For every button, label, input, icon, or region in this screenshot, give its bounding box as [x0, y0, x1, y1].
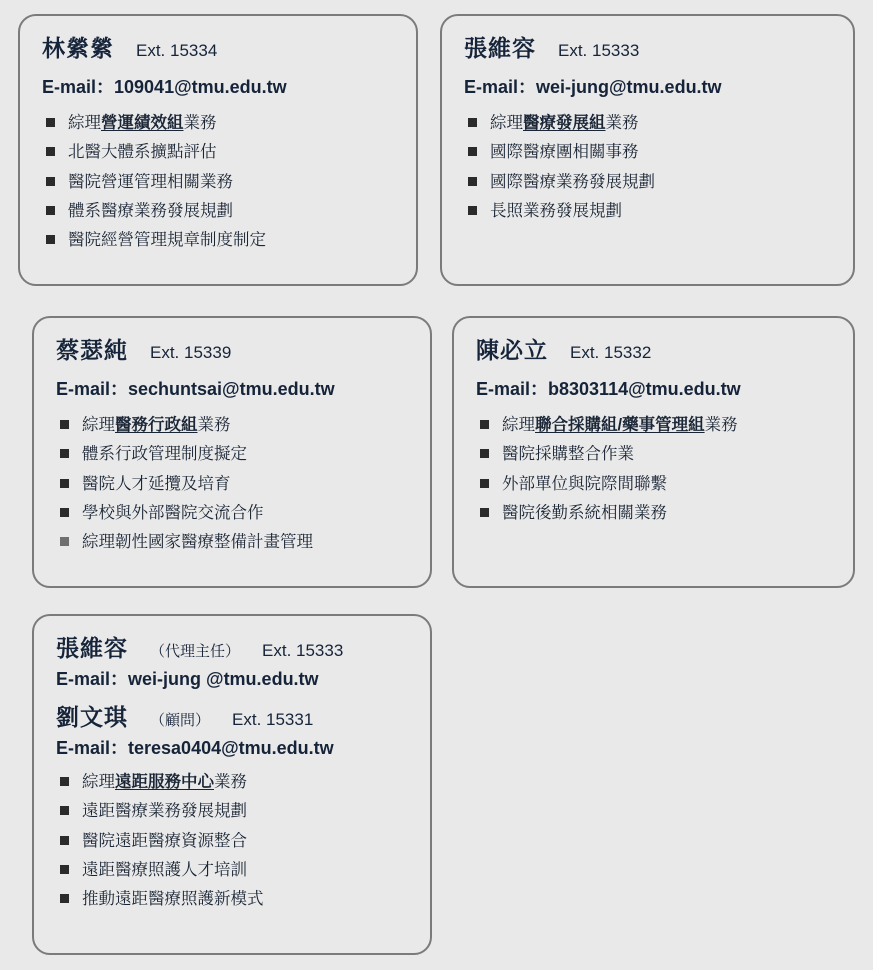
square-bullet-icon	[46, 177, 55, 186]
duty-text-post: 業務	[605, 114, 639, 132]
list-item	[464, 168, 835, 197]
person-header	[56, 699, 412, 732]
person-extension: Ext. 15333	[262, 641, 344, 660]
duty-text-underline: 聯合採購組/藥事管理組	[535, 416, 705, 434]
contact-card-remote-service-center	[32, 614, 432, 955]
square-bullet-icon	[46, 118, 55, 127]
square-bullet-icon	[60, 449, 69, 458]
duty-text: 醫院人才延攬及培育	[82, 474, 231, 493]
duty-text: 醫院遠距醫療資源整合	[82, 831, 247, 850]
card-content	[34, 318, 430, 570]
duty-text: 醫院營運管理相關業務	[68, 172, 233, 191]
duty-text-pre: 綜理	[502, 416, 535, 434]
duty-text-post: 業務	[183, 114, 217, 132]
person-extension: Ext. 15331	[232, 710, 314, 729]
duty-text-post: 業務	[197, 416, 231, 434]
list-item	[476, 440, 835, 469]
person-name: 林縈縈	[42, 35, 114, 61]
list-item	[56, 827, 412, 856]
list-item	[56, 885, 412, 914]
list-item	[56, 797, 412, 826]
duty-list	[476, 411, 835, 528]
square-bullet-icon	[468, 177, 477, 186]
card-content	[34, 616, 430, 927]
person-name: 蔡瑟純	[56, 337, 128, 363]
duty-text-pre: 綜理	[68, 114, 101, 132]
list-item	[56, 499, 412, 528]
square-bullet-icon	[60, 537, 69, 546]
duty-text: 遠距醫療照護人才培訓	[82, 861, 247, 880]
duty-text: 外部單位與院際間聯繫	[502, 474, 667, 493]
list-item	[42, 138, 398, 167]
duty-text-underline: 醫務行政組	[115, 416, 198, 434]
duty-list	[56, 411, 412, 558]
duty-text-post: 業務	[214, 773, 247, 791]
list-item	[56, 768, 412, 797]
person-extension: Ext. 15334	[136, 41, 218, 60]
person-extension: Ext. 15339	[150, 343, 232, 362]
person-header	[42, 30, 398, 63]
duty-text: 學校與外部醫院交流合作	[82, 504, 264, 523]
duty-text: 國際醫療業務發展規劃	[490, 172, 655, 191]
duty-text-post: 業務	[704, 416, 738, 434]
square-bullet-icon	[60, 777, 69, 786]
list-item	[42, 168, 398, 197]
duty-text-underline: 醫療發展組	[523, 114, 606, 132]
square-bullet-icon	[60, 479, 69, 488]
duty-text: 推動遠距醫療照護新模式	[82, 890, 264, 909]
square-bullet-icon	[60, 865, 69, 874]
square-bullet-icon	[468, 206, 477, 215]
list-item	[464, 197, 835, 226]
square-bullet-icon	[46, 147, 55, 156]
list-item	[464, 138, 835, 167]
duty-list	[464, 109, 835, 226]
square-bullet-icon	[60, 420, 69, 429]
duty-text: 遠距醫療業務發展規劃	[82, 802, 247, 821]
duty-list	[56, 768, 412, 915]
duty-text: 體系醫療業務發展規劃	[68, 202, 233, 221]
person-name: 劉文琪	[56, 704, 128, 730]
list-item	[56, 411, 412, 440]
contact-card-chang	[440, 14, 855, 286]
person-extension: Ext. 15332	[570, 343, 652, 362]
list-item	[56, 856, 412, 885]
duty-text-pre: 綜理	[490, 114, 523, 132]
person-block-acting-director	[56, 630, 412, 691]
duty-text: 醫院採購整合作業	[502, 445, 634, 464]
square-bullet-icon	[60, 508, 69, 517]
person-role: （代理主任）	[150, 643, 241, 660]
list-item	[42, 109, 398, 138]
person-extension: Ext. 15333	[558, 41, 640, 60]
person-header	[56, 332, 412, 365]
card-content	[442, 16, 853, 238]
contact-card-tsai	[32, 316, 432, 588]
square-bullet-icon	[480, 479, 489, 488]
duty-text: 醫院經營管理規章制度制定	[68, 231, 266, 250]
square-bullet-icon	[60, 836, 69, 845]
duty-text: 醫院後勤系統相關業務	[502, 504, 667, 523]
list-item	[42, 197, 398, 226]
person-header	[56, 630, 412, 663]
person-email: E-mail：wei-jung @tmu.edu.tw	[56, 669, 319, 689]
card-content	[454, 318, 853, 540]
person-role: （顧問）	[150, 712, 211, 729]
list-item	[56, 470, 412, 499]
person-email: E-mail：sechuntsai@tmu.edu.tw	[56, 379, 335, 399]
duty-text: 北醫大體系擴點評估	[68, 143, 217, 162]
square-bullet-icon	[468, 147, 477, 156]
duty-list	[42, 109, 398, 256]
list-item	[464, 109, 835, 138]
list-item	[56, 528, 412, 557]
person-email: E-mail：wei-jung@tmu.edu.tw	[464, 77, 722, 97]
person-email: E-mail：b8303114@tmu.edu.tw	[476, 379, 741, 399]
person-email: E-mail：109041@tmu.edu.tw	[42, 77, 287, 97]
duty-text: 長照業務發展規劃	[490, 202, 622, 221]
contact-card-chen	[452, 316, 855, 588]
person-header	[464, 30, 835, 63]
list-item	[476, 411, 835, 440]
contact-card-lin	[18, 14, 418, 286]
person-email: E-mail：teresa0404@tmu.edu.tw	[56, 738, 334, 758]
person-block-consultant	[56, 699, 412, 760]
duty-text: 體系行政管理制度擬定	[82, 445, 247, 464]
square-bullet-icon	[46, 206, 55, 215]
duty-text-underline: 營運績效組	[101, 114, 184, 132]
duty-text: 國際醫療團相關事務	[490, 143, 639, 162]
square-bullet-icon	[60, 806, 69, 815]
list-item	[42, 226, 398, 255]
duty-text: 綜理韌性國家醫療整備計畫管理	[82, 533, 313, 552]
person-header	[476, 332, 835, 365]
list-item	[56, 440, 412, 469]
duty-text-pre: 綜理	[82, 773, 115, 791]
square-bullet-icon	[480, 508, 489, 517]
square-bullet-icon	[468, 118, 477, 127]
duty-text-pre: 綜理	[82, 416, 115, 434]
square-bullet-icon	[480, 420, 489, 429]
square-bullet-icon	[60, 894, 69, 903]
list-item	[476, 499, 835, 528]
person-name: 張維容	[56, 635, 128, 661]
duty-text-underline: 遠距服務中心	[115, 773, 214, 791]
square-bullet-icon	[46, 235, 55, 244]
person-name: 陳必立	[476, 337, 548, 363]
person-name: 張維容	[464, 35, 536, 61]
card-content	[20, 16, 416, 268]
square-bullet-icon	[480, 449, 489, 458]
list-item	[476, 470, 835, 499]
